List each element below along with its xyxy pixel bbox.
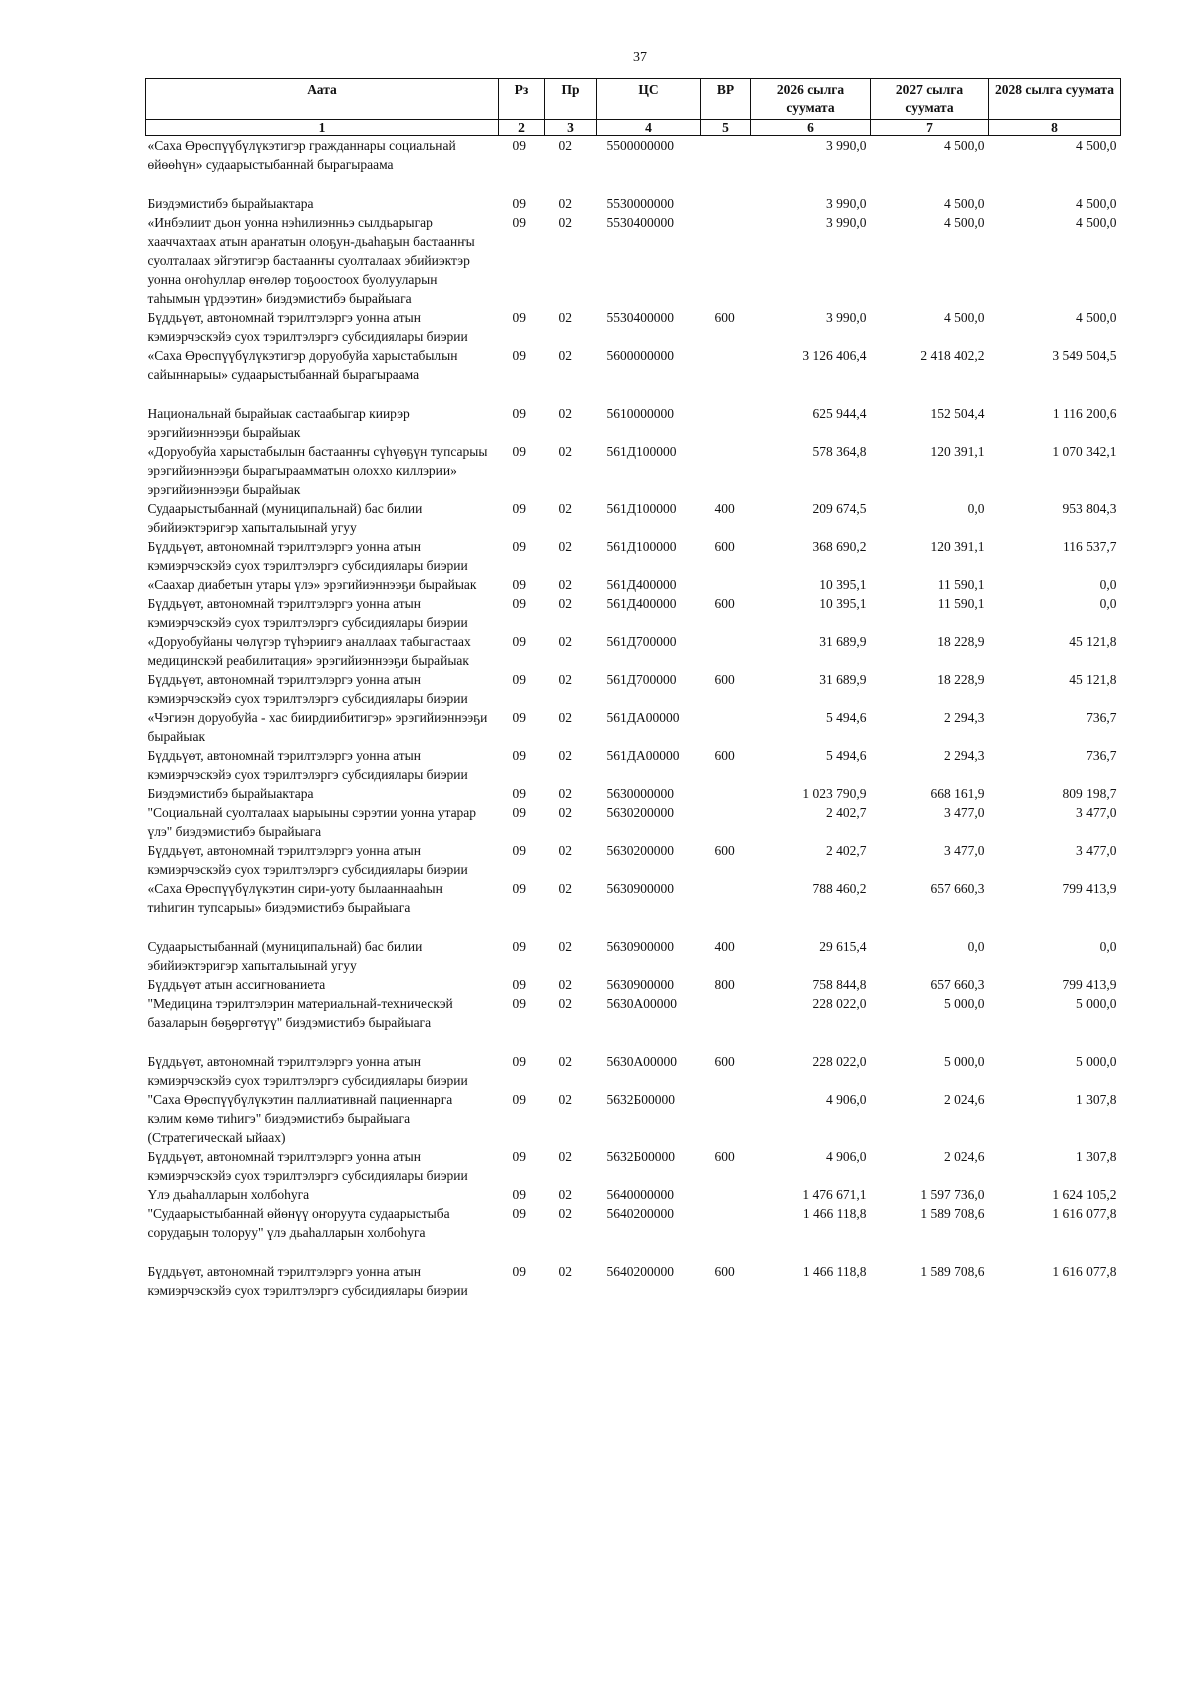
row-2027: 120 391,1: [930, 444, 985, 459]
row-vr: 600: [714, 1264, 735, 1279]
row-rz: 09: [512, 805, 526, 820]
row-pr: 02: [558, 843, 572, 858]
row-2028: 1 624 105,2: [1052, 1187, 1117, 1202]
row-2026: 31 689,9: [819, 672, 867, 687]
row-2027: 1 597 736,0: [920, 1187, 985, 1202]
row-pr: 02: [558, 501, 572, 516]
row-2027: 5 000,0: [944, 996, 985, 1011]
row-name: «Доруобуйа харыстабылын бастаанҥы сүһүөҕүн тупсарыы эрэгийиэннээҕи бырагыраамматын олоххо киллэрии» эрэгийиэннээҕи бырайыак: [147, 444, 488, 497]
row-pr: 02: [558, 138, 572, 153]
row-2027: 2 024,6: [944, 1092, 985, 1107]
row-2028: 736,7: [1086, 710, 1117, 725]
row-2026: 758 844,8: [812, 977, 867, 992]
row-2026: 31 689,9: [819, 634, 867, 649]
row-2028: 799 413,9: [1062, 977, 1117, 992]
row-pr: 02: [558, 1054, 572, 1069]
row-2027: 5 000,0: [944, 1054, 985, 1069]
row-pr: 02: [558, 596, 572, 611]
row-2027: 2 024,6: [944, 1149, 985, 1164]
row-rz: 09: [512, 348, 526, 363]
row-rz: 09: [512, 939, 526, 954]
row-2026: 1 023 790,9: [802, 786, 867, 801]
header-vr: ВР: [701, 79, 751, 120]
row-name: Бүддьүөт, автономнай тэрилтэлэргэ уонна атын кэмиэрчэскэйэ суох тэрилтэлэргэ субсидиялары биэрии: [147, 1054, 468, 1088]
row-cs: 561Д400000: [606, 596, 677, 611]
row-2027: 4 500,0: [944, 138, 985, 153]
row-name: Үлэ дьаһалларын холбоһуга: [147, 1187, 310, 1202]
row-vr: [701, 994, 751, 1052]
table-row: [146, 975, 1121, 994]
row-2028: 116 537,7: [1063, 539, 1117, 554]
row-vr: 600: [714, 539, 735, 554]
row-2028: 1 616 077,8: [1052, 1264, 1117, 1279]
row-2027: 11 590,1: [937, 596, 985, 611]
row-cs: 561Д100000: [606, 501, 677, 516]
column-number: 3: [545, 120, 597, 136]
header-pr: Пр: [545, 79, 597, 120]
table-row: [146, 346, 1121, 404]
row-2028: 45 121,8: [1069, 672, 1117, 687]
row-cs: 561Д100000: [606, 539, 677, 554]
row-2026: 1 466 118,8: [802, 1264, 867, 1279]
row-pr: 02: [558, 577, 572, 592]
row-vr: 600: [714, 1054, 735, 1069]
row-pr: 02: [558, 215, 572, 230]
row-name: «Саха Өрөспүүбүлүкэтигэр доруобуйа харыстабылын сайыннарыы» судаарыстыбаннай бырагыраама: [147, 348, 458, 382]
row-2028: 1 307,8: [1076, 1149, 1117, 1164]
row-rz: 09: [512, 1054, 526, 1069]
table-row: [146, 1090, 1121, 1147]
row-pr: 02: [558, 939, 572, 954]
row-name: "Судаарыстыбаннай өйөнүү оҥоруута судаарыстыба сорудаҕын толоруу" үлэ дьаһалларын холбоһуга: [147, 1206, 450, 1240]
row-2028: 3 477,0: [1076, 805, 1117, 820]
row-vr: [701, 194, 751, 213]
row-pr: 02: [558, 1264, 572, 1279]
row-pr: 02: [558, 1206, 572, 1221]
table-row: [146, 404, 1121, 442]
row-2026: 3 990,0: [826, 310, 867, 325]
row-name: Бүддьүөт, автономнай тэрилтэлэргэ уонна атын кэмиэрчэскэйэ суох тэрилтэлэргэ субсидиялары биэрии: [147, 672, 468, 706]
row-name: Бүддьүөт, автономнай тэрилтэлэргэ уонна атын кэмиэрчэскэйэ суох тэрилтэлэргэ субсидиялары биэрии: [147, 843, 468, 877]
row-name: Бүддьүөт, автономнай тэрилтэлэргэ уонна атын кэмиэрчэскэйэ суох тэрилтэлэргэ субсидиялары биэрии: [147, 596, 468, 630]
table-row: [146, 1147, 1121, 1185]
row-cs: 5530000000: [606, 196, 674, 211]
row-cs: 5630900000: [606, 939, 674, 954]
row-rz: 09: [512, 786, 526, 801]
row-name: Бүддьүөт, автономнай тэрилтэлэргэ уонна атын кэмиэрчэскэйэ суох тэрилтэлэргэ субсидиялары биэрии: [147, 748, 468, 782]
row-rz: 09: [512, 843, 526, 858]
row-vr: [701, 1090, 751, 1147]
row-2028: 809 198,7: [1062, 786, 1117, 801]
row-vr: [701, 632, 751, 670]
table-row: [146, 746, 1121, 784]
row-2028: 799 413,9: [1062, 881, 1117, 896]
table-row: [146, 1262, 1121, 1300]
row-name: «Саха Өрөспүүбүлүкэтигэр гражданнары социальнай өйөөһүн» судаарыстыбаннай бырагыраама: [147, 138, 456, 172]
table-row: [146, 803, 1121, 841]
row-2026: 4 906,0: [826, 1149, 867, 1164]
row-2027: 4 500,0: [944, 310, 985, 325]
row-pr: 02: [558, 444, 572, 459]
row-pr: 02: [558, 196, 572, 211]
row-rz: 09: [512, 215, 526, 230]
row-pr: 02: [558, 786, 572, 801]
row-vr: [701, 1204, 751, 1262]
row-vr: [701, 1185, 751, 1204]
row-cs: 5630200000: [606, 805, 674, 820]
column-number: 8: [989, 120, 1121, 136]
row-2027: 657 660,3: [930, 977, 985, 992]
table-row: [146, 1204, 1121, 1262]
row-2027: 120 391,1: [930, 539, 985, 554]
row-pr: 02: [558, 996, 572, 1011]
table-row: [146, 499, 1121, 537]
row-2027: 1 589 708,6: [920, 1264, 985, 1279]
row-pr: 02: [558, 406, 572, 421]
row-vr: [701, 442, 751, 499]
table-header: [146, 79, 1121, 136]
row-name: Бүддьүөт, автономнай тэрилтэлэргэ уонна атын кэмиэрчэскэйэ суох тэрилтэлэргэ субсидиялары биэрии: [147, 1149, 468, 1183]
row-2026: 3 990,0: [826, 138, 867, 153]
table-row: [146, 213, 1121, 308]
table-row: [146, 1185, 1121, 1204]
row-2028: 953 804,3: [1062, 501, 1117, 516]
row-2026: 625 944,4: [812, 406, 867, 421]
row-cs: 561ДА00000: [606, 748, 680, 763]
table-row: [146, 841, 1121, 879]
row-2027: 1 589 708,6: [920, 1206, 985, 1221]
row-cs: 5640200000: [606, 1206, 674, 1221]
row-2027: 18 228,9: [937, 672, 985, 687]
row-cs: 5630200000: [606, 843, 674, 858]
column-number: 7: [871, 120, 989, 136]
row-rz: 09: [512, 577, 526, 592]
row-vr: 600: [714, 748, 735, 763]
row-2027: 3 477,0: [944, 843, 985, 858]
row-name: Бүддьүөт, автономнай тэрилтэлэргэ уонна атын кэмиэрчэскэйэ суох тэрилтэлэргэ субсидиялары биэрии: [147, 310, 468, 344]
column-number: 4: [597, 120, 701, 136]
row-name: Биэдэмистибэ бырайыактара: [147, 786, 314, 801]
row-2028: 5 000,0: [1076, 996, 1117, 1011]
table-row: [146, 708, 1121, 746]
row-name: Бүддьүөт атын ассигнованиета: [147, 977, 326, 992]
row-2026: 3 990,0: [826, 196, 867, 211]
row-cs: 5600000000: [606, 348, 674, 363]
row-vr: [701, 708, 751, 746]
row-vr: 600: [714, 1149, 735, 1164]
row-rz: 09: [512, 1187, 526, 1202]
row-name: Биэдэмистибэ бырайыактара: [147, 196, 314, 211]
row-2026: 2 402,7: [826, 805, 867, 820]
table-row: [146, 784, 1121, 803]
row-2026: 578 364,8: [812, 444, 867, 459]
row-rz: 09: [512, 634, 526, 649]
row-rz: 09: [512, 1149, 526, 1164]
table-row: [146, 194, 1121, 213]
row-name: «Саха Өрөспүүбүлүкэтин сири-уоту былааннааһын тиһигин тупсарыы» биэдэмистибэ бырайыага: [147, 881, 443, 915]
row-2026: 368 690,2: [812, 539, 867, 554]
row-rz: 09: [512, 406, 526, 421]
row-pr: 02: [558, 1187, 572, 1202]
row-name: Бүддьүөт, автономнай тэрилтэлэргэ уонна атын кэмиэрчэскэйэ суох тэрилтэлэргэ субсидиялары биэрии: [147, 1264, 468, 1298]
row-2027: 152 504,4: [930, 406, 985, 421]
row-name: «Чэгиэн доруобуйа - хас биирдиибитигэр» эрэгийиэннээҕи бырайыак: [147, 710, 488, 744]
row-vr: 800: [714, 977, 735, 992]
row-cs: 5530400000: [606, 310, 674, 325]
table-row: [146, 879, 1121, 937]
row-2027: 11 590,1: [937, 577, 985, 592]
column-number: 6: [751, 120, 871, 136]
row-rz: 09: [512, 1092, 526, 1107]
row-2027: 2 294,3: [944, 710, 985, 725]
row-rz: 09: [512, 444, 526, 459]
row-cs: 5530400000: [606, 215, 674, 230]
row-2028: 4 500,0: [1076, 215, 1117, 230]
page-number: 37: [633, 50, 647, 65]
row-cs: 561ДА00000: [606, 710, 680, 725]
row-pr: 02: [558, 977, 572, 992]
row-2028: 45 121,8: [1069, 634, 1117, 649]
header-2026: 2026 сылга суумата: [751, 79, 871, 120]
row-2027: 18 228,9: [937, 634, 985, 649]
row-vr: 400: [714, 939, 735, 954]
row-2026: 29 615,4: [819, 939, 867, 954]
row-cs: 561Д400000: [606, 577, 677, 592]
row-2026: 1 466 118,8: [802, 1206, 867, 1221]
row-vr: 400: [714, 501, 735, 516]
row-rz: 09: [512, 881, 526, 896]
row-rz: 09: [512, 196, 526, 211]
row-2027: 3 477,0: [944, 805, 985, 820]
row-name: Национальнай бырайыак састаабыгар киирэр эрэгийиэннээҕи бырайыак: [147, 406, 410, 440]
row-2028: 736,7: [1086, 748, 1117, 763]
row-rz: 09: [512, 539, 526, 554]
row-cs: 561Д700000: [606, 672, 677, 687]
table-row: [146, 937, 1121, 975]
table-row: [146, 442, 1121, 499]
row-2028: 3 549 504,5: [1052, 348, 1117, 363]
row-2028: 1 616 077,8: [1052, 1206, 1117, 1221]
header-cs: ЦС: [597, 79, 701, 120]
table-row: [146, 594, 1121, 632]
column-number: 5: [701, 120, 751, 136]
row-vr: [701, 879, 751, 937]
row-pr: 02: [558, 748, 572, 763]
table-row: [146, 1052, 1121, 1090]
row-2026: 10 395,1: [819, 577, 867, 592]
row-cs: 5630А00000: [606, 1054, 677, 1069]
table-row: [146, 575, 1121, 594]
row-2027: 668 161,9: [930, 786, 985, 801]
row-pr: 02: [558, 672, 572, 687]
row-2026: 228 022,0: [812, 1054, 867, 1069]
row-cs: 5500000000: [606, 138, 674, 153]
row-2026: 10 395,1: [819, 596, 867, 611]
row-2026: 5 494,6: [826, 710, 867, 725]
row-vr: [701, 136, 751, 195]
row-2027: 657 660,3: [930, 881, 985, 896]
row-pr: 02: [558, 1149, 572, 1164]
header-name: Аата: [146, 79, 499, 120]
row-2028: 1 070 342,1: [1052, 444, 1117, 459]
row-rz: 09: [512, 1206, 526, 1221]
row-vr: 600: [714, 596, 735, 611]
row-2027: 2 418 402,2: [920, 348, 985, 363]
table-row: [146, 670, 1121, 708]
row-2028: 3 477,0: [1076, 843, 1117, 858]
row-2026: 4 906,0: [826, 1092, 867, 1107]
row-name: Судаарыстыбаннай (муниципальнай) бас билии эбийиэктэригэр хапыталыынай угуу: [147, 501, 423, 535]
row-pr: 02: [558, 348, 572, 363]
table-body: [146, 136, 1121, 1301]
row-2026: 3 990,0: [826, 215, 867, 230]
row-vr: [701, 803, 751, 841]
row-2026: 788 460,2: [812, 881, 867, 896]
row-name: Судаарыстыбаннай (муниципальнай) бас билии эбийиэктэригэр хапыталыынай угуу: [147, 939, 423, 973]
row-pr: 02: [558, 1092, 572, 1107]
row-2026: 209 674,5: [812, 501, 867, 516]
row-vr: 600: [714, 310, 735, 325]
row-2028: 5 000,0: [1076, 1054, 1117, 1069]
row-name: «Саахар диабетын утары үлэ» эрэгийиэннээҕи бырайыак: [147, 577, 477, 592]
row-rz: 09: [512, 996, 526, 1011]
table-row: [146, 537, 1121, 575]
row-name: «Доруобуйаны чөлүгэр түһэриигэ аналлаах табыгастаах медицинскэй реабилитация» эрэгийиэннээҕи бырайыак: [147, 634, 471, 668]
row-2026: 228 022,0: [812, 996, 867, 1011]
row-vr: [701, 213, 751, 308]
row-rz: 09: [512, 310, 526, 325]
row-vr: [701, 784, 751, 803]
row-name: «Инбэлиит дьон уонна нэһилиэнньэ сылдьарыгар хааччахтаах атын араҥатын олоҕун-дьаһаҕын бастаанҥы суолталаах эйгэтигэр бастаанҥы суолталаах эбийиэктэр уонна оҥоһуллар өҥөлөр тоҕоостоох буолууларын таһымын үрдээтин» биэдэмистибэ бырайыага: [147, 215, 475, 306]
table-row: [146, 308, 1121, 346]
row-pr: 02: [558, 539, 572, 554]
row-2027: 4 500,0: [944, 215, 985, 230]
row-rz: 09: [512, 1264, 526, 1279]
row-2028: 0,0: [1099, 939, 1117, 954]
row-2027: 2 294,3: [944, 748, 985, 763]
row-cs: 561Д700000: [606, 634, 677, 649]
row-rz: 09: [512, 710, 526, 725]
column-number: 1: [146, 120, 499, 136]
row-vr: [701, 404, 751, 442]
row-2028: 0,0: [1099, 577, 1117, 592]
row-2026: 5 494,6: [826, 748, 867, 763]
row-cs: 5610000000: [606, 406, 674, 421]
header-rz: Рз: [499, 79, 545, 120]
row-vr: [701, 575, 751, 594]
row-rz: 09: [512, 596, 526, 611]
row-name: "Саха Өрөспүүбүлүкэтин паллиативнай пациеннарга кэлим көмө тиһигэ" биэдэмистибэ бырайыага (Стратегическай ыйаах): [147, 1092, 453, 1145]
row-cs: 561Д100000: [606, 444, 677, 459]
row-2027: 0,0: [967, 501, 985, 516]
row-rz: 09: [512, 138, 526, 153]
row-2027: 0,0: [967, 939, 985, 954]
row-name: "Социальнай суолталаах ыарыыны сэрэтии уонна утарар үлэ" биэдэмистибэ бырайыага: [147, 805, 477, 839]
row-2028: 4 500,0: [1076, 196, 1117, 211]
budget-table: [145, 78, 1121, 1300]
row-pr: 02: [558, 805, 572, 820]
row-2026: 3 126 406,4: [802, 348, 867, 363]
row-cs: 5632Б00000: [606, 1092, 676, 1107]
row-rz: 09: [512, 977, 526, 992]
row-2028: 4 500,0: [1076, 138, 1117, 153]
row-2028: 4 500,0: [1076, 310, 1117, 325]
row-2027: 4 500,0: [944, 196, 985, 211]
table-row: [146, 136, 1121, 195]
table-row: [146, 632, 1121, 670]
table-row: [146, 994, 1121, 1052]
row-cs: 5640200000: [606, 1264, 674, 1279]
row-vr: 600: [714, 672, 735, 687]
row-cs: 5630000000: [606, 786, 674, 801]
row-2026: 2 402,7: [826, 843, 867, 858]
row-2028: 0,0: [1099, 596, 1117, 611]
row-vr: [701, 346, 751, 404]
row-rz: 09: [512, 748, 526, 763]
row-pr: 02: [558, 881, 572, 896]
row-rz: 09: [512, 501, 526, 516]
row-rz: 09: [512, 672, 526, 687]
row-pr: 02: [558, 310, 572, 325]
row-2028: 1 116 200,6: [1052, 406, 1117, 421]
header-2027: 2027 сылга суумата: [871, 79, 989, 120]
row-pr: 02: [558, 634, 572, 649]
column-number: 2: [499, 120, 545, 136]
row-cs: 5630900000: [606, 977, 674, 992]
row-name: Бүддьүөт, автономнай тэрилтэлэргэ уонна атын кэмиэрчэскэйэ суох тэрилтэлэргэ субсидиялары биэрии: [147, 539, 468, 573]
row-cs: 5630900000: [606, 881, 674, 896]
header-2028: 2028 сылга суумата: [989, 79, 1121, 120]
row-name: "Медицина тэрилтэлэрин материальнай-техническэй базаларын бөҕөргөтүү" биэдэмистибэ бырайыага: [147, 996, 453, 1030]
row-cs: 5640000000: [606, 1187, 674, 1202]
row-2028: 1 307,8: [1076, 1092, 1117, 1107]
row-cs: 5630А00000: [606, 996, 677, 1011]
row-vr: 600: [714, 843, 735, 858]
row-pr: 02: [558, 710, 572, 725]
row-2026: 1 476 671,1: [802, 1187, 867, 1202]
row-cs: 5632Б00000: [606, 1149, 676, 1164]
